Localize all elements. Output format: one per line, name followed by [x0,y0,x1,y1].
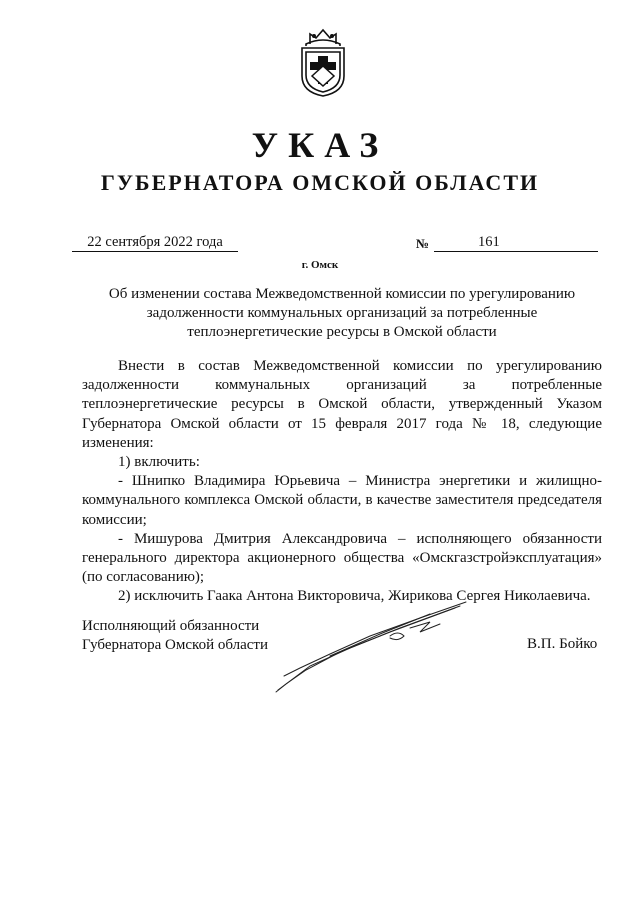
body-item-1: 1) включить: [118,454,200,471]
body-item-2: 2) исключить Гаака Антона Викторовича, Жирикова Сергея Николаевича. [118,588,591,605]
body-item-1b: - Мишурова Дмитрия Александровича – исполняющего обязанности генерального директора акционерного общества «Омскгазстройэксплуатация» (по согласованию); [82,530,602,586]
decree-body [82,357,602,607]
number-label: № [416,236,430,251]
body-item-1a: - Шнипко Владимира Юрьевича – Министра энергетики и жилищно-коммунального комплекса Омской области, в качестве заместителя председателя комиссии; [82,473,602,528]
signatory-name: В.П. Бойко [527,636,598,652]
decree-subject: Об изменении состава Межведомственной комиссии по урегулированию задолженности коммунальных организаций за потребленные теплоэнергетические ресурсы в Омской области [108,286,576,340]
document-title: УКАЗ [251,125,389,165]
body-intro: Внести в состав Межведомственной комиссии по урегулированию задолженности коммунальных организаций за потребленные теплоэнергетические ресурсы в Омской области, утвержденный Указом Губернатора Омской области от 15 февраля 2017 года № 18, следующие изменения: [82,358,602,451]
document-subtitle: ГУБЕРНАТОРА ОМСКОЙ ОБЛАСТИ [100,170,540,195]
decree-date: 22 сентября 2022 года [72,234,238,252]
city-label: г. Омск [301,259,339,271]
coat-of-arms-icon [296,26,350,98]
decree-number: 161 [434,234,598,252]
signatory-position-line2: Губернатора Омской области [82,637,268,653]
signatory-position-line1: Исполняющий обязанности [82,618,260,634]
handwritten-signature [270,598,470,698]
signatory-position [82,617,268,655]
